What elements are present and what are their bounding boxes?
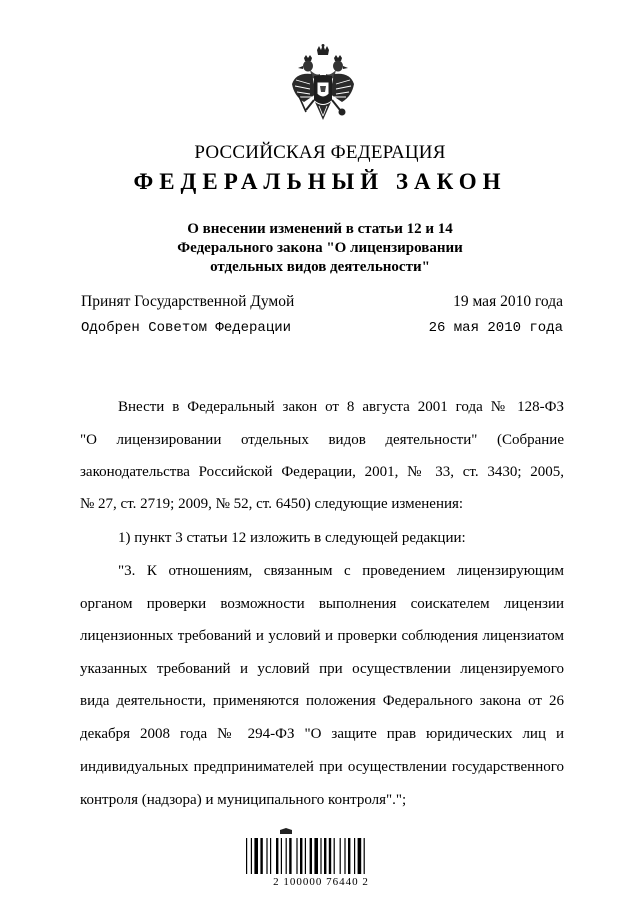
body-line: указанных требований и условий при осуществлении лицензируемого <box>80 661 564 677</box>
duma-date: 19 мая 2010 года <box>453 293 563 310</box>
barcode-icon <box>236 828 406 876</box>
barcode-bar <box>324 838 326 874</box>
document-title <box>0 220 640 277</box>
barcode-bar <box>344 838 345 874</box>
barcode-bar <box>246 838 247 874</box>
barcode-bar <box>364 838 365 874</box>
barcode-bar <box>358 838 362 874</box>
barcode-bar <box>251 838 252 874</box>
body-line: декабря 2008 года № 294-ФЗ "О защите прав юридических лиц и <box>80 726 564 742</box>
barcode-bar <box>334 838 335 874</box>
title-line: О внесении изменений в статьи 12 и 14 <box>187 221 453 237</box>
barcode-bar <box>329 838 331 874</box>
country-name: РОССИЙСКАЯ ФЕДЕРАЦИЯ <box>194 142 446 163</box>
duma-label: Принят Государственной Думой <box>81 293 295 310</box>
title-line: отдельных видов деятельности" <box>210 259 430 275</box>
document-type: ФЕДЕРАЛЬНЫЙ ЗАКОН <box>133 169 507 194</box>
barcode-bar <box>289 838 291 874</box>
council-label: Одобрен Советом Федерации <box>81 320 292 336</box>
barcode-bar <box>254 838 258 874</box>
barcode-bar <box>340 838 341 874</box>
emblem-icon <box>290 44 356 126</box>
body-line: № 27, ст. 2719; 2009, № 52, ст. 6450) следующие изменения: <box>80 496 464 512</box>
title-line: Федерального закона "О лицензировании <box>177 240 463 256</box>
barcode-number: 2 100000 76440 2 <box>273 876 369 888</box>
barcode-bar <box>314 838 318 874</box>
body-line: законодательства Российской Федерации, 2001, № 33, ст. 3430; 2005, <box>80 464 564 480</box>
barcode-bar <box>286 838 287 874</box>
barcode-bar <box>305 838 306 874</box>
barcode-bar <box>266 838 267 874</box>
body-line: "О лицензировании отдельных видов деятельности" (Собрание <box>80 432 564 448</box>
barcode <box>236 828 406 888</box>
barcode-bar <box>348 838 350 874</box>
barcode-bar <box>270 838 271 874</box>
adoption-duma-row <box>81 293 563 311</box>
council-date: 26 мая 2010 года <box>428 320 563 336</box>
body-line: контроля (надзора) и муниципального контроля"."; <box>80 792 407 808</box>
barcode-bar <box>310 838 312 874</box>
body-line: "3. К отношениям, связанным с проведением лицензирующим <box>118 563 564 579</box>
barcode-bar <box>300 838 302 874</box>
body-line: органом проверки возможности выполнения соискателем лицензии <box>80 596 564 612</box>
barcode-bar <box>281 838 282 874</box>
body-line: вида деятельности, применяются положения Федерального закона от 26 <box>80 693 564 709</box>
body-line: Внести в Федеральный закон от 8 августа 2001 года № 128-ФЗ <box>118 399 564 415</box>
barcode-bar <box>260 838 262 874</box>
body-line: лицензионных требований и условий и проверки соблюдения лицензиатом <box>80 628 564 644</box>
adoption-council-row <box>81 320 563 336</box>
body-line: индивидуальных предпринимателей при осуществлении государственного <box>80 759 564 775</box>
barcode-bar <box>354 838 355 874</box>
barcode-bar <box>320 838 321 874</box>
body-line: 1) пункт 3 статьи 12 изложить в следующей редакции: <box>118 530 466 546</box>
barcode-bar <box>296 838 297 874</box>
barcode-bar <box>276 838 278 874</box>
